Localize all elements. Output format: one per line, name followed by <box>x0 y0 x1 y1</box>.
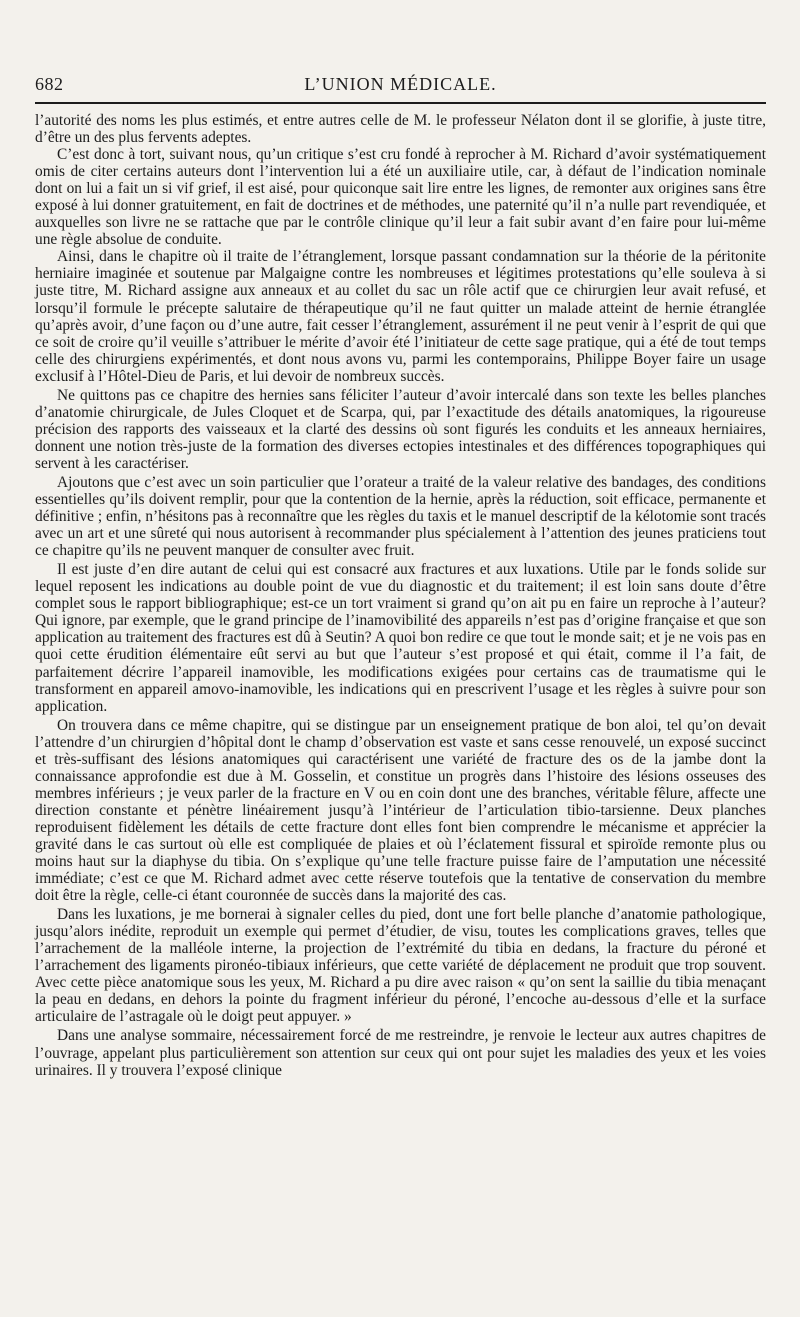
paragraph: Ne quittons pas ce chapitre des hernies sans féliciter l’auteur d’avoir intercalé dans son texte les belles planches d’anatomie chirurgicale, de Jules Cloquet et de Scarpa, qui, par l’exactitude des détails anatomiques, la rigoureuse précision des rapports des vaisseaux et la clarté des dessins où sont figurés les conduits et les anneaux herniaires, donnent une notion très-juste de la formation des diverses ectopies intestinales et des différences topographiques qui servent à les caractériser. <box>35 386 766 472</box>
paragraph: On trouvera dans ce même chapitre, qui se distingue par un enseignement pratique de bon aloi, tel qu’on devait l’attendre d’un chirurgien d’hôpital dont le champ d’observation est vaste et sans cesse renouvelé, un exposé succinct et très-suffisant des lésions anatomiques qui caractérisent une variété de fracture des os de la jambe dont la connaissance approfondie est due à M. Gosselin, et constitue un progrès dans l’histoire des lésions osseuses des membres inférieurs ; je veux parler de la fracture en V ou en coin dont une des branches, véritable fêlure, affecte une direction constante et pénètre linéairement jusqu’à l’intérieur de l’articulation tibio-tarsienne. Deux planches reproduisent fidèlement les détails de cette fracture dont elles font bien comprendre le mécanisme et apprécier la gravité dans le cas surtout où elle est compliquée de plaies et où l’éclatement fissural et spiroïde remonte plus ou moins haut sur la diaphyse du tibia. On s’explique qu’une telle fracture puisse faire de l’amputation une nécessité immédiate; c’est ce que M. Richard admet avec cette réserve toutefois que la tentative de conservation du membre doit être la règle, celle-ci étant couronnée de succès dans la majorité des cas. <box>35 716 766 905</box>
page-header <box>35 70 766 96</box>
page-number: 682 <box>35 74 64 94</box>
paragraph: Ajoutons que c’est avec un soin particulier que l’orateur a traité de la valeur relative des bandages, des conditions essentielles qu’ils doivent remplir, pour que la contention de la hernie, après la réduction, soit efficace, permanente et définitive ; enfin, n’hésitons pas à reconnaître que les règles du taxis et le manuel descriptif de la kélotomie sont tracés avec un art et une sûreté qui nous autorisent à recommander plus spécialement à l’attention des jeunes praticiens tout ce chapitre qu’ils ne peuvent manquer de consulter avec fruit. <box>35 473 766 560</box>
article-body <box>35 112 766 1079</box>
paragraph: Il est juste d’en dire autant de celui qui est consacré aux fractures et aux luxations. Utile par le fonds solide sur lequel reposent les indications au double point de vue du diagnostic et du traitement; il est loin sans doute d’être complet sous le rapport bibliographique; est-ce un tort vraiment si grand qu’on ait pu en faire un reproche à l’auteur? Qui ignore, par exemple, que le grand principe de l’inamovibilité des appareils n’est pas d’origine française et que son application au traitement des fractures est dû à Seutin? A quoi bon redire ce que tout le monde sait; et je ne vois pas en quoi cette érudition élémentaire eût servi au but que l’auteur s’est proposé et qui était, comme il l’a fait, de parfaitement décrire l’appareil inamovible, les modifications exigées pour certains cas de traumatisme qui le transforment en appareil amovo-inamovible, les indications qui en prescrivent l’usage et les règles à suivre pour son application. <box>35 561 766 715</box>
paragraph: Ainsi, dans le chapitre où il traite de l’étranglement, lorsque passant condamnation sur la théorie de la péritonite herniaire imaginée et soutenue par Malgaigne contre les nombreuses et légitimes protestations qu’elle souleva à si juste titre, M. Richard assigne aux anneaux et au collet du sac un rôle actif que ce chirurgien leur avait refusé, et lorsqu’il formule le précepte salutaire de thérapeutique qu’il ne faut quitter un malade atteint de hernie étranglée qu’après avoir, d’une façon ou d’une autre, fait cesser l’étranglement, assurément il ne peut venir à l’esprit de qui que ce soit de croire qu’il veuille s’attribuer le mérite d’avoir été l’initiateur de cette sage pratique, qui a été de tout temps celle des chirurgiens expérimentés, et dont nous avons vu, parmi les contemporains, Philippe Boyer faire un usage exclusif à l’Hôtel-Dieu de Paris, et lui devoir de nombreux succès. <box>35 248 766 385</box>
paragraph: l’autorité des noms les plus estimés, et entre autres celle de M. le professeur Nélaton dont il se glorifie, à juste titre, d’être un des plus fervents adeptes. <box>35 112 766 147</box>
header-rule <box>35 102 766 104</box>
paragraph: C’est donc à tort, suivant nous, qu’un critique s’est cru fondé à reprocher à M. Richard d’avoir systématiquement omis de citer certains auteurs dont l’intervention lui a été un auxiliaire utile, car, à défaut de l’indication nominale dont on lui a fait un si vif grief, il est aisé, pour quiconque sait lire entre les lignes, de remonter aux origines sans être exposé à lui donner gratuitement, en fait de doctrines et de méthodes, une paternité qu’il n’a nulle part revendiquée, et auxquelles son livre ne se rattache que par le contrôle clinique qu’il leur a fait subir avant d’en faire pour lui-même une règle absolue de conduite. <box>35 146 766 249</box>
paragraph: Dans une analyse sommaire, nécessairement forcé de me restreindre, je renvoie le lecteur aux autres chapitres de l’ouvrage, appelant plus particulièrement son attention sur ceux qui ont pour sujet les maladies des yeux et les voies urinaires. Il y trouvera l’exposé clinique <box>35 1027 766 1079</box>
running-title: L’UNION MÉDICALE. <box>304 74 497 94</box>
paragraph: Dans les luxations, je me bornerai à signaler celles du pied, dont une fort belle planche d’anatomie pathologique, jusqu’alors inédite, reproduit un exemple qui permet d’étudier, de visu, toutes les complications graves, telles que l’arrachement de la malléole interne, la projection de l’extrémité du tibia en dedans, la fracture du péroné et l’arrachement des ligaments pironéo-tibiaux inférieurs, que cette variété de déplacement ne produit que trop souvent. Avec cette pièce anatomique sous les yeux, M. Richard a pu dire avec raison « qu’on sent la saillie du tibia menaçant la peau en dedans, en dehors la pointe du fragment inférieur du péroné, l’encoche au-dessous d’elle et la surface articulaire de l’astragale où le doigt peut appuyer. » <box>35 906 766 1026</box>
